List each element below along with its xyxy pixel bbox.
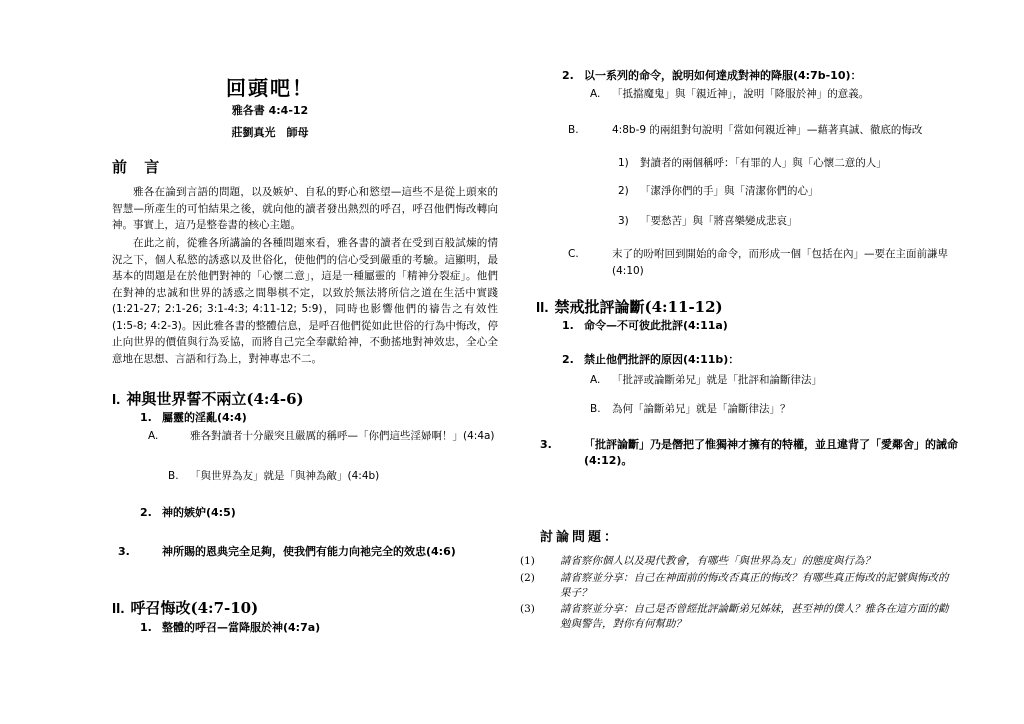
scripture-reference: 雅各書 4:4-12 <box>231 104 309 117</box>
author-line: 莊劉真光 師母 <box>231 126 309 139</box>
item-number: 2. <box>562 69 574 82</box>
item-label: 禁止他們批評的原因(4:11b)： <box>584 353 740 366</box>
section-2-heading <box>112 597 258 618</box>
sub-number: B. <box>590 403 601 415</box>
section-2-sub-b-2 <box>618 183 958 199</box>
sub-number: A. <box>590 88 601 100</box>
section-2-sub-b <box>568 122 972 139</box>
page-title: 回頭吧！ <box>226 76 314 100</box>
section-2-item-1 <box>140 620 320 636</box>
item-label: 整體的呼召—當降服於神(4:7a) <box>162 621 321 634</box>
item-number: 1. <box>140 411 152 424</box>
section-1-sub-b <box>168 468 508 485</box>
question-text: 請省察並分享：自己在神面前的悔改否真正的悔改？有哪些真正悔改的記號與悔改的果子？ <box>560 572 949 599</box>
section-2b-heading <box>536 296 723 317</box>
section-2-label: 呼召悔改(4:7-10) <box>130 599 259 617</box>
section-2b-label: 禁戒批評論斷(4:11-12) <box>554 298 723 316</box>
question-text: 請省察並分享：自己是否曾經批評論斷弟兄姊妹，甚至神的僕人？雅各在這方面的勸勉與警告，對你有何幫助？ <box>560 603 949 630</box>
subsub-number: 3) <box>618 215 629 227</box>
question-number: (1) <box>520 555 535 567</box>
question-number: (2) <box>520 572 535 584</box>
section-1-label: 神與世界誓不兩立(4:4-6) <box>126 390 304 408</box>
item-label: 命令—不可彼此批評(4:11a) <box>584 319 728 332</box>
question-text: 請省察你個人以及現代教會，有哪些「與世界為友」的態度與行為？ <box>560 555 875 567</box>
sub-number: C. <box>568 248 579 260</box>
section-1-item-1 <box>140 410 247 426</box>
section-2b-sub-a <box>590 372 950 389</box>
intro-heading: 前 言 <box>112 158 166 176</box>
section-2-sub-b-1 <box>618 155 958 171</box>
question-number: (3) <box>520 603 535 615</box>
section-2b-item-2 <box>562 352 952 368</box>
sub-number: A. <box>590 374 601 386</box>
section-1-item-3 <box>118 544 527 560</box>
sub-number: A. <box>148 430 159 442</box>
subsub-label: 對讀者的兩個稱呼：「有罪的人」與「心懷二意的人」 <box>640 157 887 169</box>
section-2b-item-3 <box>540 437 964 469</box>
item-label: 神所賜的恩典完全足夠，使我們有能力向祂完全的效忠(4:6) <box>162 545 456 558</box>
section-2-sub-c <box>568 246 972 279</box>
sub-label: 雅各對讀者十分嚴突且嚴厲的稱呼—「你們這些淫婦啊！」(4:4a) <box>190 430 495 442</box>
sub-label: 末了的吩咐回到開始的命令，而形成一個「包括在內」—要在主面前謙卑(4:10) <box>612 248 948 277</box>
sub-label: 「與世界為友」就是「與神為敵」(4:4b) <box>190 470 380 482</box>
section-2-item-2 <box>562 68 962 84</box>
item-number: 1. <box>140 621 152 634</box>
sub-label: 為何「論斷弟兄」就是「論斷律法」？ <box>612 403 791 415</box>
sub-label: 「批評或論斷弟兄」就是「批評和論斷律法」 <box>612 374 822 386</box>
section-2b-item-1 <box>562 318 952 334</box>
section-1-number: I. <box>112 391 121 408</box>
section-2-sub-b-3 <box>618 213 958 229</box>
item-label: 屬靈的淫亂(4:4) <box>162 411 247 424</box>
discussion-title: 討論問題： <box>540 530 621 545</box>
section-2b-sub-b <box>590 401 950 418</box>
sub-number: B. <box>568 124 579 136</box>
item-label: 神的嫉妒(4:5) <box>162 506 236 519</box>
subsub-number: 1) <box>618 157 629 169</box>
discussion-question-1 <box>520 554 950 569</box>
sub-number: B. <box>168 470 179 482</box>
intro-paragraph-2: 在此之前，從雅各所講論的各種問題來看，雅各書的讀者在受到百般試煉的情況之下，個人私慾的誘惑以及世俗化，使他們的信心受到嚴重的考驗。這顯明，最基本的問題是在於他們對神的「心懷二意」，這是一種屬靈的「精神分裂症」。他們在對神的忠誠和世界的誘惑之間舉棋不定，以致於無法將所信之道在生活中實踐(1:21-27; 2:1-26; 3:1-4:3; 4:11-12; 5:9)，同時也影響他們的禱告之有效性(1:5-8; 4:2-3)。因此雅各書的整體信息，是呼召他們從如此世俗的行為中悔改，停止向世界的價值與行為妥協，而將自己完全奉獻給神，不動搖地對神效忠，全心全意地在思想、言語和行為上，對神專忠不二。 <box>112 237 498 365</box>
item-label: 以一系列的命令，說明如何達成對神的降服(4:7b-10)： <box>584 69 862 82</box>
section-2-sub-a <box>590 86 960 103</box>
section-1-item-2 <box>140 505 236 521</box>
subsub-number: 2) <box>618 185 629 197</box>
discussion-question-2 <box>520 571 950 601</box>
section-1-heading <box>112 388 304 409</box>
discussion-question-3 <box>520 602 950 632</box>
item-number: 2. <box>562 353 574 366</box>
section-2-number: II. <box>112 600 125 617</box>
section-1-sub-a <box>148 428 528 445</box>
item-label: 「批評論斷」乃是僭把了惟獨神才擁有的特權，並且違背了「愛鄰舍」的誡命(4:12)。 <box>584 438 958 467</box>
item-number: 1. <box>562 319 574 332</box>
subsub-label: 「要愁苦」與「將喜樂變成悲哀」 <box>640 215 798 227</box>
subsub-label: 「潔淨你們的手」與「清潔你們的心」 <box>640 185 819 197</box>
section-2b-number: II. <box>536 299 549 316</box>
sub-label: 4:8b-9 的兩組對句說明「當如何親近神」—藉著真誠、徹底的悔改 <box>612 124 923 136</box>
item-number: 2. <box>140 506 152 519</box>
sub-label: 「抵擋魔鬼」與「親近神」，說明「降服於神」的意義。 <box>612 88 870 100</box>
intro-paragraph-1: 雅各在論到言語的問題，以及嫉妒、自私的野心和慾望—這些不是從上頭來的智慧—所產生的可怕結果之後，就向他的讀者發出熱烈的呼召，呼召他們悔改轉向神。事實上，這乃是整卷書的核心主題。 <box>112 186 498 231</box>
item-number: 3. <box>540 438 552 451</box>
item-number: 3. <box>118 545 130 558</box>
